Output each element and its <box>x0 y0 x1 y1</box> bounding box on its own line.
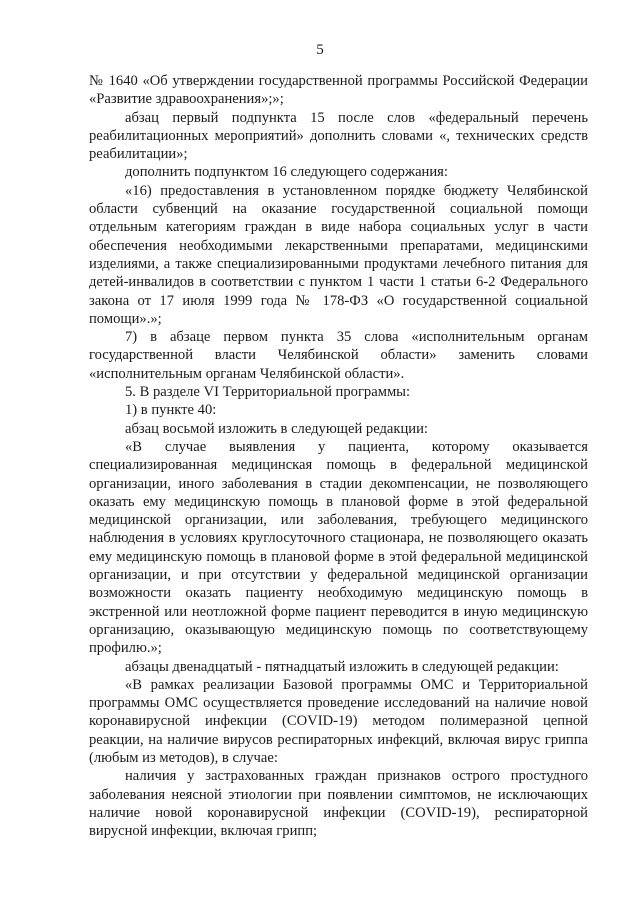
paragraph: дополнить подпунктом 16 следующего содержания: <box>125 164 448 181</box>
paragraph: «В случае выявления у пациента, которому оказывается специализированная медицинская помощь в федеральной медицинской организации, иного заболевания в стадии декомпенсации, не позволяющего оказать ему медицинскую помощь в плановой форме в этой федеральной медицинской организации, или заболевания, требующего медицинского наблюдения в условиях круглосуточного стационара, не позволяющего оказать ему медицинскую помощь в плановой форме в этой федеральной медицинской организации, и при отсутствии у федеральной медицинской организации возможности оказать пациенту необходимую медицинскую помощь в экстренной или неотложной форме пациент переводится в иную медицинскую организацию, оказывающую медицинскую помощь по соответствующему профилю.»; <box>89 438 588 657</box>
paragraph: наличия у застрахованных граждан признаков острого простудного заболевания неясной этиологии при появлении симптомов, не исключающих наличие новой коронавирусной инфекции (COVID-19), респираторной вирусной инфекции, включая грипп; <box>89 768 588 840</box>
page-number: 5 <box>316 42 324 58</box>
paragraph: 5. В разделе VI Территориальной программы: <box>125 384 411 401</box>
paragraph: «16) предоставления в установленном порядке бюджету Челябинской области субвенций на оказание государственной социальной помощи отдельным категориям граждан в виде набора социальных услуг в части обеспечения необходимыми лекарственными препаратами, медицинскими изделиями, а также специализированными продуктами лечебного питания для детей-инвалидов в соответствии с пунктом 1 части 1 статьи 6-2 Федерального закона от 17 июля 1999 года № 178-ФЗ «О государственной социальной помощи».»; <box>89 182 588 327</box>
paragraph: 7) в абзаце первом пункта 35 слова «исполнительным органам государственной власти Челябинской области» заменить словами «исполнительным органам Челябинской области». <box>89 329 588 382</box>
paragraph: абзац восьмой изложить в следующей редакции: <box>125 420 428 437</box>
paragraph: абзацы двенадцатый - пятнадцатый изложить в следующей редакции: <box>125 658 559 675</box>
document-body <box>89 72 588 840</box>
paragraph: № 1640 «Об утверждении государственной программы Российской Федерации «Развитие здравоохранения»;»; <box>89 73 588 108</box>
paragraph: абзац первый подпункта 15 после слов «федеральный перечень реабилитационных мероприятий» дополнить словами «, технических средств реабилитации»; <box>89 109 588 163</box>
paragraph: «В рамках реализации Базовой программы ОМС и Территориальной программы ОМС осуществляется проведение исследований на наличие новой коронавирусной инфекции (COVID-19) методом полимеразной цепной реакции, на наличие вирусов респираторных инфекций, включая вирус гриппа (любым из методов), в случае: <box>89 676 588 766</box>
paragraph: 1) в пункте 40: <box>125 402 217 419</box>
